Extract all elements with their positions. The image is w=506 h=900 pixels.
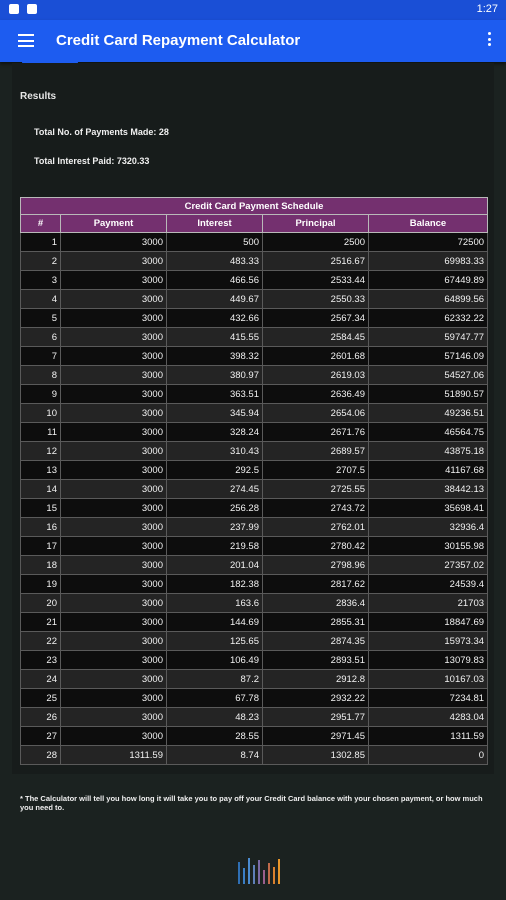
table-cell: 27 [21, 727, 61, 746]
column-header: Interest [167, 215, 263, 233]
table-cell: 3000 [61, 290, 167, 309]
table-cell: 2550.33 [263, 290, 369, 309]
table-cell: 14 [21, 480, 61, 499]
table-cell: 3000 [61, 556, 167, 575]
table-cell: 432.66 [167, 309, 263, 328]
table-cell: 2654.06 [263, 404, 369, 423]
table-cell: 106.49 [167, 651, 263, 670]
table-cell: 3000 [61, 727, 167, 746]
table-cell: 345.94 [167, 404, 263, 423]
table-cell: 38442.13 [369, 480, 488, 499]
table-cell: 380.97 [167, 366, 263, 385]
table-cell: 2707.5 [263, 461, 369, 480]
table-cell: 41167.68 [369, 461, 488, 480]
table-cell: 24539.4 [369, 575, 488, 594]
table-row [21, 746, 488, 765]
table-cell: 3000 [61, 366, 167, 385]
table-cell: 125.65 [167, 632, 263, 651]
table-cell: 28.55 [167, 727, 263, 746]
hamburger-menu-icon[interactable] [18, 34, 34, 47]
table-cell: 24 [21, 670, 61, 689]
table-cell: 67449.89 [369, 271, 488, 290]
table-row [21, 366, 488, 385]
table-cell: 449.67 [167, 290, 263, 309]
table-cell: 3000 [61, 252, 167, 271]
table-cell: 237.99 [167, 518, 263, 537]
table-cell: 2500 [263, 233, 369, 252]
table-row [21, 480, 488, 499]
table-cell: 21 [21, 613, 61, 632]
table-cell: 49236.51 [369, 404, 488, 423]
table-cell: 7234.81 [369, 689, 488, 708]
table-cell: 46564.75 [369, 423, 488, 442]
table-row [21, 537, 488, 556]
table-row [21, 423, 488, 442]
table-cell: 3000 [61, 480, 167, 499]
table-cell: 144.69 [167, 613, 263, 632]
table-cell: 2817.62 [263, 575, 369, 594]
table-row [21, 556, 488, 575]
table-row [21, 727, 488, 746]
table-cell: 11 [21, 423, 61, 442]
app-title: Credit Card Repayment Calculator [56, 32, 301, 49]
table-row [21, 385, 488, 404]
table-cell: 2798.96 [263, 556, 369, 575]
table-cell: 274.45 [167, 480, 263, 499]
table-cell: 2601.68 [263, 347, 369, 366]
table-cell: 3 [21, 271, 61, 290]
notification-icon [9, 4, 19, 14]
table-cell: 16 [21, 518, 61, 537]
table-cell: 3000 [61, 670, 167, 689]
notification-icons [9, 4, 37, 14]
footnote: * The Calculator will tell you how long it will take you to pay off your Credit Card balance with your chosen payment, or how much you need to. [20, 794, 483, 812]
table-cell: 19 [21, 575, 61, 594]
table-cell: 163.6 [167, 594, 263, 613]
table-cell: 54527.06 [369, 366, 488, 385]
table-cell: 6 [21, 328, 61, 347]
table-cell: 3000 [61, 347, 167, 366]
total-payments-text: Total No. of Payments Made: 28 [34, 127, 169, 137]
table-row [21, 613, 488, 632]
table-cell: 59747.77 [369, 328, 488, 347]
table-cell: 2951.77 [263, 708, 369, 727]
table-cell: 3000 [61, 404, 167, 423]
table-cell: 2932.22 [263, 689, 369, 708]
table-cell: 8 [21, 366, 61, 385]
table-row [21, 651, 488, 670]
table-row [21, 632, 488, 651]
column-header: # [21, 215, 61, 233]
table-cell: 2971.45 [263, 727, 369, 746]
table-cell: 10167.03 [369, 670, 488, 689]
table-cell: 2584.45 [263, 328, 369, 347]
table-row [21, 575, 488, 594]
table-cell: 466.56 [167, 271, 263, 290]
table-cell: 3000 [61, 385, 167, 404]
table-cell: 2689.57 [263, 442, 369, 461]
table-row [21, 404, 488, 423]
table-row [21, 689, 488, 708]
table-cell: 1311.59 [369, 727, 488, 746]
table-cell: 21703 [369, 594, 488, 613]
table-cell: 2836.4 [263, 594, 369, 613]
table-cell: 15 [21, 499, 61, 518]
table-cell: 310.43 [167, 442, 263, 461]
table-cell: 0 [369, 746, 488, 765]
payment-schedule-table [20, 197, 488, 765]
table-cell: 3000 [61, 442, 167, 461]
status-time: 1:27 [476, 3, 498, 15]
table-row [21, 499, 488, 518]
bar-logo-icon [238, 856, 280, 884]
table-cell: 27357.02 [369, 556, 488, 575]
table-cell: 18 [21, 556, 61, 575]
table-cell: 3000 [61, 461, 167, 480]
table-cell: 51890.57 [369, 385, 488, 404]
table-cell: 500 [167, 233, 263, 252]
table-row [21, 708, 488, 727]
table-cell: 62332.22 [369, 309, 488, 328]
column-header: Principal [263, 215, 369, 233]
table-cell: 2671.76 [263, 423, 369, 442]
table-cell: 3000 [61, 518, 167, 537]
table-header-row [21, 215, 488, 233]
table-cell: 48.23 [167, 708, 263, 727]
table-cell: 28 [21, 746, 61, 765]
table-cell: 3000 [61, 328, 167, 347]
table-cell: 363.51 [167, 385, 263, 404]
table-cell: 2762.01 [263, 518, 369, 537]
table-cell: 26 [21, 708, 61, 727]
table-cell: 67.78 [167, 689, 263, 708]
table-cell: 1 [21, 233, 61, 252]
table-cell: 17 [21, 537, 61, 556]
table-cell: 1302.85 [263, 746, 369, 765]
table-row [21, 252, 488, 271]
table-cell: 23 [21, 651, 61, 670]
table-cell: 2516.67 [263, 252, 369, 271]
table-cell: 3000 [61, 423, 167, 442]
table-cell: 182.38 [167, 575, 263, 594]
table-row [21, 442, 488, 461]
table-cell: 10 [21, 404, 61, 423]
table-caption: Credit Card Payment Schedule [21, 198, 488, 215]
table-cell: 2636.49 [263, 385, 369, 404]
table-cell: 2567.34 [263, 309, 369, 328]
table-row [21, 290, 488, 309]
column-header: Payment [61, 215, 167, 233]
table-body [21, 233, 488, 765]
table-cell: 57146.09 [369, 347, 488, 366]
table-cell: 2855.31 [263, 613, 369, 632]
table-cell: 2725.55 [263, 480, 369, 499]
table-row [21, 271, 488, 290]
table-cell: 9 [21, 385, 61, 404]
app-bar [0, 20, 506, 62]
table-cell: 7 [21, 347, 61, 366]
table-cell: 5 [21, 309, 61, 328]
table-cell: 2780.42 [263, 537, 369, 556]
table-cell: 1311.59 [61, 746, 167, 765]
results-heading: Results [20, 91, 57, 102]
table-cell: 69983.33 [369, 252, 488, 271]
table-row [21, 328, 488, 347]
table-cell: 3000 [61, 537, 167, 556]
notification-icon [27, 4, 37, 14]
table-cell: 2619.03 [263, 366, 369, 385]
table-cell: 3000 [61, 499, 167, 518]
table-cell: 3000 [61, 575, 167, 594]
table-row [21, 594, 488, 613]
table-cell: 3000 [61, 309, 167, 328]
table-cell: 43875.18 [369, 442, 488, 461]
table-cell: 3000 [61, 651, 167, 670]
table-cell: 13079.83 [369, 651, 488, 670]
table-cell: 2 [21, 252, 61, 271]
table-cell: 398.32 [167, 347, 263, 366]
table-cell: 2912.8 [263, 670, 369, 689]
table-cell: 3000 [61, 233, 167, 252]
table-cell: 3000 [61, 613, 167, 632]
total-interest-text: Total Interest Paid: 7320.33 [34, 156, 150, 166]
table-cell: 4283.04 [369, 708, 488, 727]
table-cell: 3000 [61, 632, 167, 651]
table-cell: 3000 [61, 594, 167, 613]
status-bar [0, 0, 506, 20]
table-cell: 3000 [61, 689, 167, 708]
table-cell: 15973.34 [369, 632, 488, 651]
table-cell: 8.74 [167, 746, 263, 765]
table-cell: 219.58 [167, 537, 263, 556]
table-cell: 4 [21, 290, 61, 309]
table-cell: 30155.98 [369, 537, 488, 556]
table-row [21, 309, 488, 328]
table-cell: 32936.4 [369, 518, 488, 537]
table-cell: 3000 [61, 708, 167, 727]
table-cell: 35698.41 [369, 499, 488, 518]
table-cell: 2533.44 [263, 271, 369, 290]
table-cell: 292.5 [167, 461, 263, 480]
table-cell: 3000 [61, 271, 167, 290]
table-cell: 64899.56 [369, 290, 488, 309]
table-row [21, 233, 488, 252]
table-row [21, 670, 488, 689]
table-cell: 2893.51 [263, 651, 369, 670]
table-row [21, 518, 488, 537]
table-cell: 201.04 [167, 556, 263, 575]
table-cell: 256.28 [167, 499, 263, 518]
table-row [21, 347, 488, 366]
column-header: Balance [369, 215, 488, 233]
table-row [21, 461, 488, 480]
table-cell: 415.55 [167, 328, 263, 347]
table-cell: 25 [21, 689, 61, 708]
more-vert-icon[interactable] [486, 32, 492, 50]
table-cell: 18847.69 [369, 613, 488, 632]
table-cell: 483.33 [167, 252, 263, 271]
table-cell: 72500 [369, 233, 488, 252]
table-cell: 2743.72 [263, 499, 369, 518]
table-cell: 22 [21, 632, 61, 651]
table-cell: 12 [21, 442, 61, 461]
table-cell: 13 [21, 461, 61, 480]
table-cell: 20 [21, 594, 61, 613]
table-cell: 328.24 [167, 423, 263, 442]
table-cell: 2874.35 [263, 632, 369, 651]
table-cell: 87.2 [167, 670, 263, 689]
